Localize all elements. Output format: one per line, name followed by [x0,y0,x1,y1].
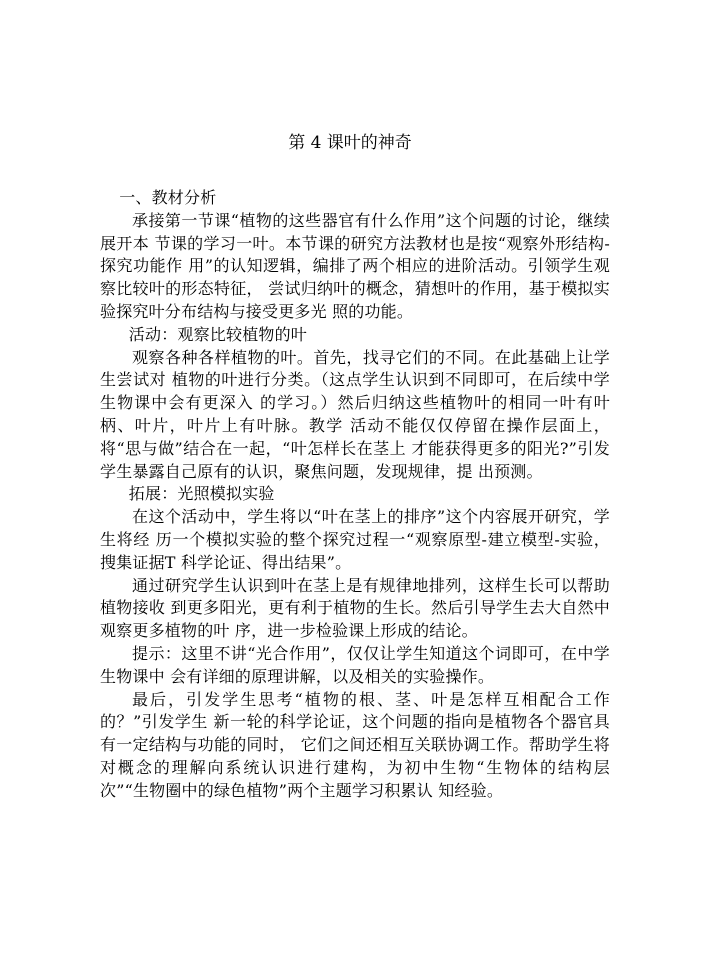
paragraph-research: 通过研究学生认识到叶在茎上是有规律地排列，这样生长可以帮助植物接收 到更多阳光，更有利于植物的生长。然后引导学生去大自然中观察更多植物的叶 序，进一步检验课上形成的结论。 [100,575,610,641]
activity-heading: 活动：观察比较植物的叶 [128,324,307,344]
paragraph-extension: 在这个活动中，学生将以“叶在茎上的排序”这个内容展开研究，学生将经 历一个模拟实验的整个探究过程一“观察原型-建立模型-实验，搜集证据T 科学论证、得出结果”。 [100,507,610,572]
paragraph-intro: 承接第一节课“植物的这些器官有什么作用”这个问题的讨论，继续展开本 节课的学习一叶。本节课的研究方法教材也是按“观察外形结构-探究功能作 用”的认知逻辑，编排了两个相应的进阶活动。引领学生观察比较叶的形态特征， 尝试归纳叶的概念，猜想叶的作用，基于模拟实验探究叶分布结构与接受更多光 照的功能。 [100,210,610,321]
document-title: 第 4 课叶的神奇 [288,133,412,153]
paragraph-conclusion: 最后，引发学生思考“植物的根、茎、叶是怎样互相配合工作的？”引发学生 新一轮的科学论证，这个问题的指向是植物各个器官具有一定结构与功能的同时， 它们之间还相互关联协调工作。帮助学生将对概念的理解向系统认识进行建构，为初中生物“生物体的结构层次”“生物圈中的绿色植物”两个主题学习积累认 知经验。 [100,689,610,800]
section-heading: 一、教材分析 [119,188,217,207]
paragraph-tip: 提示：这里不讲“光合作用”，仅仅让学生知道这个词即可，在中学生物课中 会有详细的原理讲解，以及相关的实验操作。 [100,643,610,686]
extension-heading: 拓展：光照模拟实验 [128,484,275,504]
document-body [100,187,610,803]
paragraph-activity: 观察各种各样植物的叶。首先，找寻它们的不同。在此基础上让学生尝试对 植物的叶进行分类。（这点学生认识到不同即可，在后续中学生物课中会有更深入 的学习。）然后归纳这些植物叶的相同一叶有叶柄、叶片，叶片上有叶脉。教学 活动不能仅仅停留在操作层面上，将“思与做”结合在一起，“叶怎样长在茎上 才能获得更多的阳光?”引发学生暴露自己原有的认识，聚焦问题，发现规律，提 出预测。 [100,347,610,481]
